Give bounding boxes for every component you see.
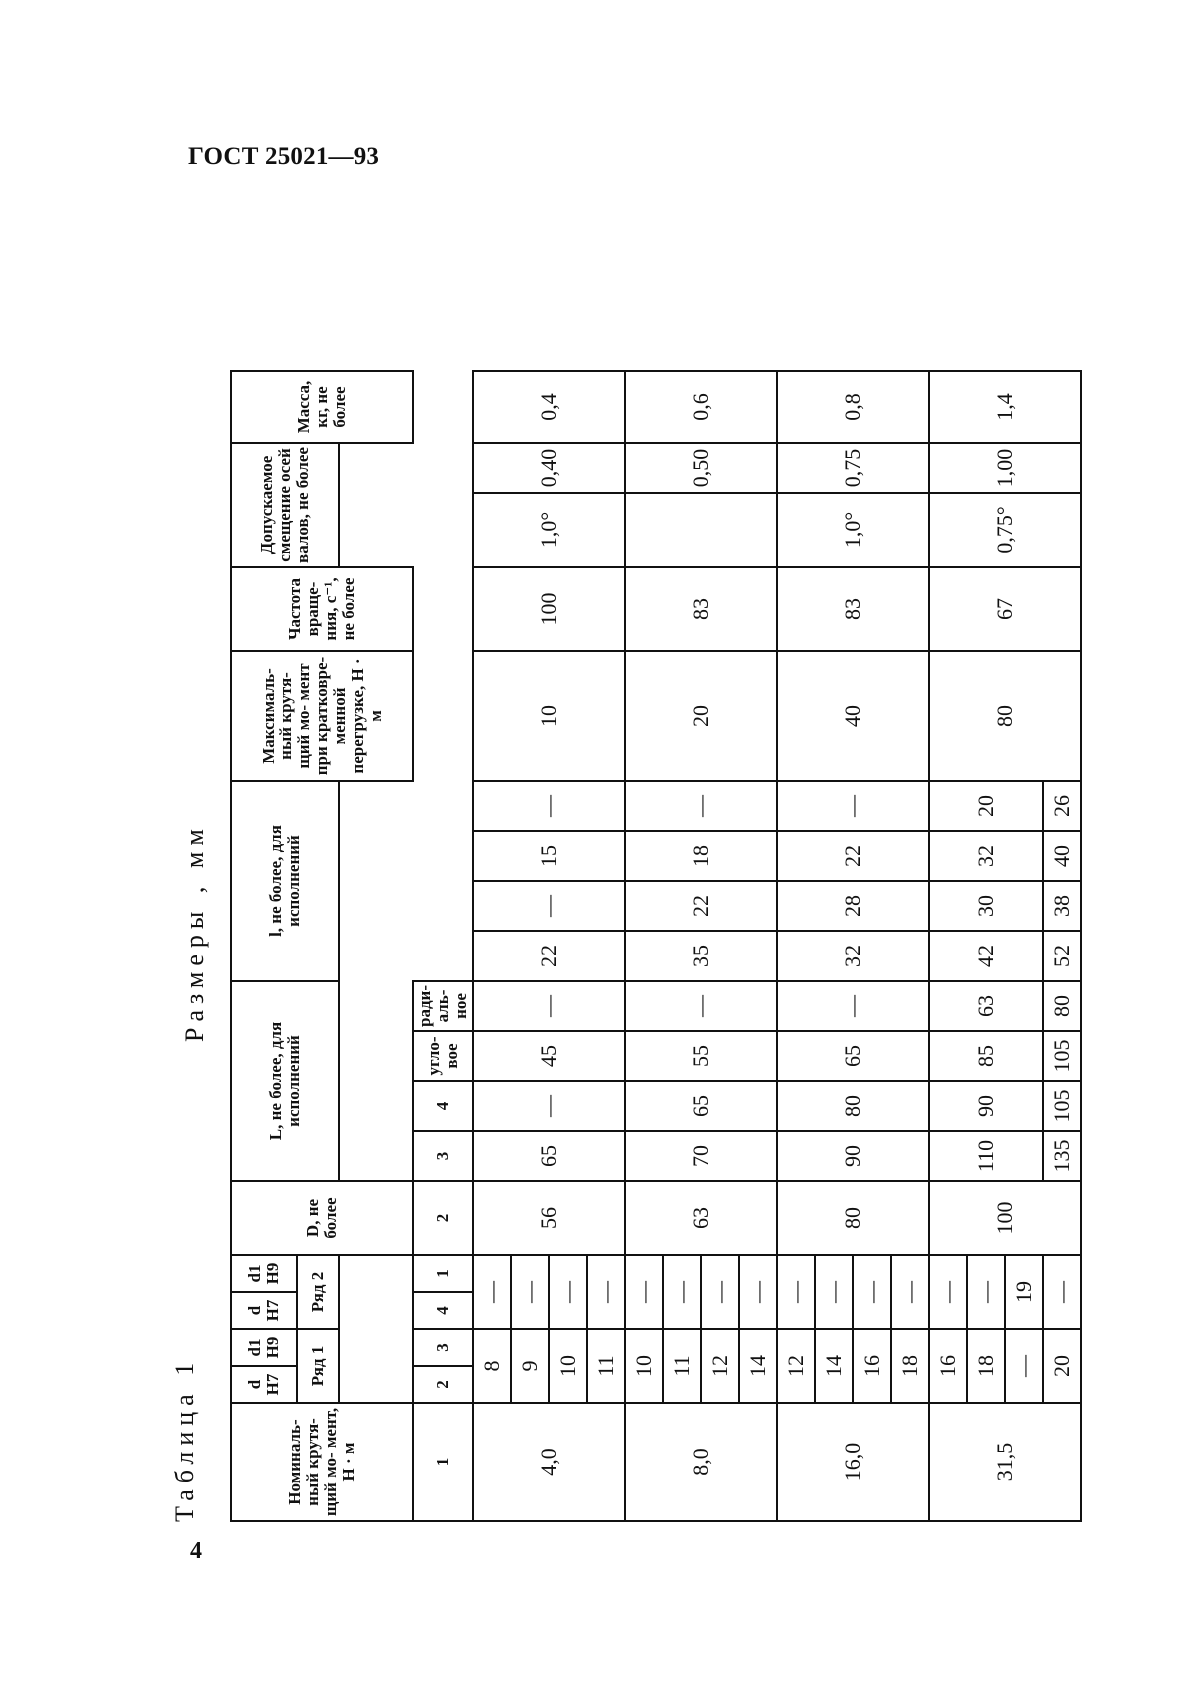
document-header: ГОСТ 25021—93 xyxy=(188,143,380,170)
d-row1-value: 18 xyxy=(967,1329,1005,1403)
spec-table xyxy=(230,370,1082,1522)
l-value: 35 xyxy=(625,931,777,981)
torque-value: 31,5 xyxy=(929,1403,1081,1521)
l-value: — xyxy=(473,881,625,931)
L-value: — xyxy=(473,981,625,1031)
d-row1-value: 14 xyxy=(739,1329,777,1403)
frequency-value: 83 xyxy=(777,567,929,651)
header-d1-h9: d1 H9 xyxy=(231,1255,297,1292)
header-d1-h9: d1 H9 xyxy=(231,1329,297,1366)
d-row1-value: 10 xyxy=(625,1329,663,1403)
L-value: 70 xyxy=(625,1131,777,1181)
d-row1-value: 11 xyxy=(587,1329,625,1403)
header-row2: Ряд 2 xyxy=(297,1255,339,1329)
units-caption: Размеры , мм xyxy=(180,823,209,1042)
L-value: — xyxy=(473,1081,625,1131)
mass-value: 1,4 xyxy=(929,371,1081,443)
table-caption: Таблица 1 xyxy=(170,1356,199,1522)
d-row2-value: — xyxy=(587,1255,625,1329)
d-row2-value: — xyxy=(739,1255,777,1329)
L-value: 90 xyxy=(777,1131,929,1181)
l-value: 15 xyxy=(473,831,625,881)
header-l-version: 2 xyxy=(413,1181,473,1255)
radial-offset-value: 1,00 xyxy=(929,443,1081,493)
header-D: D, не более xyxy=(231,1181,413,1255)
d-row2-value: — xyxy=(625,1255,663,1329)
max-torque-value: 10 xyxy=(473,651,625,781)
L-value: 105 xyxy=(1043,1031,1081,1081)
L-value: 63 xyxy=(929,981,1043,1031)
d-row2-value: — xyxy=(663,1255,701,1329)
d-row2-value: — xyxy=(701,1255,739,1329)
header-l-version: 4 xyxy=(413,1081,473,1131)
L-value: 105 xyxy=(1043,1081,1081,1131)
l-value: 42 xyxy=(929,931,1043,981)
D-value: 100 xyxy=(929,1181,1081,1255)
d-row2-value: — xyxy=(549,1255,587,1329)
d-row1-value: 11 xyxy=(663,1329,701,1403)
L-value: 65 xyxy=(777,1031,929,1081)
d-row2-value: 19 xyxy=(1005,1255,1043,1329)
torque-value: 4,0 xyxy=(473,1403,625,1521)
header-d-h7: d H7 xyxy=(231,1292,297,1329)
L-value: 80 xyxy=(777,1081,929,1131)
torque-value: 16,0 xyxy=(777,1403,929,1521)
L-value: 85 xyxy=(929,1031,1043,1081)
header-offset: Допускаемое смещение осей валов, не более xyxy=(231,443,339,567)
angular-offset-value: 1,0° xyxy=(473,493,625,567)
header-radial: ради- аль- ное xyxy=(413,981,473,1031)
L-value: — xyxy=(777,981,929,1031)
mass-value: 0,6 xyxy=(625,371,777,443)
header-mass: Масса, кг, не более xyxy=(231,371,413,443)
d-row1-value: 20 xyxy=(1043,1329,1081,1403)
d-row2-value: — xyxy=(1043,1255,1081,1329)
header-l-version: 1 xyxy=(413,1255,473,1292)
max-torque-value: 40 xyxy=(777,651,929,781)
L-value: 110 xyxy=(929,1131,1043,1181)
d-row1-value: 14 xyxy=(815,1329,853,1403)
header-L-version: 3 xyxy=(413,1329,473,1366)
l-value: 38 xyxy=(1043,881,1081,931)
d-row2-value: — xyxy=(473,1255,511,1329)
header-frequency: Частота враще- ния, с⁻¹, не более xyxy=(231,567,413,651)
header-row1: Ряд 1 xyxy=(297,1329,339,1403)
radial-offset-value: 0,75 xyxy=(777,443,929,493)
d-row1-value: 18 xyxy=(891,1329,929,1403)
mass-value: 0,8 xyxy=(777,371,929,443)
angular-offset-value: 0,75° xyxy=(929,493,1081,567)
frequency-value: 83 xyxy=(625,567,777,651)
header-d-h7: d H7 xyxy=(231,1366,297,1403)
d-row2-value: — xyxy=(777,1255,815,1329)
l-value: 30 xyxy=(929,881,1043,931)
d-row2-value: — xyxy=(511,1255,549,1329)
mass-value: 0,4 xyxy=(473,371,625,443)
header-L-version: 1 xyxy=(413,1403,473,1521)
radial-offset-value: 0,40 xyxy=(473,443,625,493)
d-row1-value: 10 xyxy=(549,1329,587,1403)
L-value: 45 xyxy=(473,1031,625,1081)
max-torque-value: 20 xyxy=(625,651,777,781)
torque-value: 8,0 xyxy=(625,1403,777,1521)
d-row1-value: — xyxy=(1005,1329,1043,1403)
header-l: l, не более, для исполнений xyxy=(231,781,339,981)
l-value: — xyxy=(777,781,929,831)
D-value: 80 xyxy=(777,1181,929,1255)
L-value: 80 xyxy=(1043,981,1081,1031)
max-torque-value: 80 xyxy=(929,651,1081,781)
d-row2-value: — xyxy=(891,1255,929,1329)
L-value: 65 xyxy=(473,1131,625,1181)
L-value: 90 xyxy=(929,1081,1043,1131)
d-row1-value: 12 xyxy=(701,1329,739,1403)
l-value: 22 xyxy=(625,881,777,931)
l-value: 52 xyxy=(1043,931,1081,981)
l-value: 22 xyxy=(473,931,625,981)
d-row2-value: — xyxy=(815,1255,853,1329)
angular-offset-value xyxy=(625,493,777,567)
d-row1-value: 16 xyxy=(929,1329,967,1403)
l-value: 32 xyxy=(929,831,1043,881)
header-L-version: 2 xyxy=(413,1366,473,1403)
D-value: 63 xyxy=(625,1181,777,1255)
frequency-value: 100 xyxy=(473,567,625,651)
d-row1-value: 12 xyxy=(777,1329,815,1403)
d-row2-value: — xyxy=(929,1255,967,1329)
header-l-version: 3 xyxy=(413,1131,473,1181)
l-value: 18 xyxy=(625,831,777,881)
l-value: 40 xyxy=(1043,831,1081,881)
rotated-table-area xyxy=(170,222,1080,1522)
L-value: 135 xyxy=(1043,1131,1081,1181)
D-value: 56 xyxy=(473,1181,625,1255)
header-L: L, не более, для исполнений xyxy=(231,981,339,1181)
L-value: — xyxy=(625,981,777,1031)
radial-offset-value: 0,50 xyxy=(625,443,777,493)
l-value: 28 xyxy=(777,881,929,931)
header-max-torque: Максималь- ный крутя- щий мо- мент при кратковре- менной перегрузке, Н · м xyxy=(231,651,413,781)
l-value: 20 xyxy=(929,781,1043,831)
l-value: — xyxy=(625,781,777,831)
d-row1-value: 8 xyxy=(473,1329,511,1403)
header-L-version: 4 xyxy=(413,1292,473,1329)
d-row2-value: — xyxy=(853,1255,891,1329)
header-torque: Номиналь- ный крутя- щий мо- мент, Н · м xyxy=(231,1403,413,1521)
L-value: 55 xyxy=(625,1031,777,1081)
l-value: — xyxy=(473,781,625,831)
frequency-value: 67 xyxy=(929,567,1081,651)
angular-offset-value: 1,0° xyxy=(777,493,929,567)
d-row1-value: 9 xyxy=(511,1329,549,1403)
page-number: 4 xyxy=(190,1538,202,1564)
d-row1-value: 16 xyxy=(853,1329,891,1403)
header-angular: угло- вое xyxy=(413,1031,473,1081)
l-value: 22 xyxy=(777,831,929,881)
d-row2-value: — xyxy=(967,1255,1005,1329)
l-value: 26 xyxy=(1043,781,1081,831)
L-value: 65 xyxy=(625,1081,777,1131)
l-value: 32 xyxy=(777,931,929,981)
